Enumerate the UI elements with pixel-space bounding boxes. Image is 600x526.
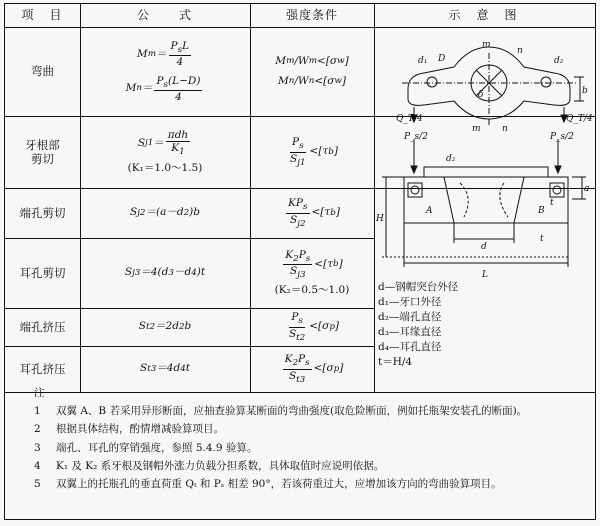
row-name-line: 剪切 — [31, 152, 54, 166]
legend-item: d—钢帽突台外径 — [378, 281, 459, 293]
row-name-bending: 弯曲 — [31, 64, 54, 79]
formula-line: S j1 ＝ $\frac{\text{πdh}}{K_1}$ — [137, 129, 189, 158]
diagram-label: L — [482, 270, 488, 280]
legend-item: d₁—牙口外径 — [378, 296, 442, 308]
formula-root-shear — [80, 116, 250, 188]
legend-item: d₃—耳缘直径 — [378, 326, 442, 338]
formula-line: S t3 ＝4d 4 t — [139, 362, 190, 375]
notes-title: 注 — [34, 387, 45, 399]
condition-line: M n / W n <[σ w ] — [277, 74, 347, 87]
diagram-label: d — [481, 242, 487, 252]
legend-item: t＝H/4 — [378, 356, 413, 368]
note-item: 1 双翼 A、B 若采用异形断面，应抽查验算某断面的弯曲强度(取危险断面，例如托瓶架安装孔的断面)。 — [34, 405, 528, 418]
row-name-ear-hole-bearing: 耳孔挤压 — [19, 361, 66, 376]
row-name-root-shear — [5, 116, 80, 188]
condition-line: $\frac{KP_s}{S_{j2}}$ <[τ b ] — [288, 197, 340, 229]
row-name-line: 牙根部 — [25, 137, 60, 152]
note-item: 3 端孔、耳孔的穿销强度，参照 5.4.9 验算。 — [34, 441, 258, 454]
diagram-label: m — [472, 124, 481, 134]
condition-line: $\frac{P_s}{S_{t2}}$ <[σ p ] — [288, 311, 340, 343]
row-name-end-hole-bearing: 端孔挤压 — [19, 319, 66, 334]
row-name-end-hole-shear: 端孔剪切 — [19, 205, 66, 220]
legend-item: d₂—端孔直径 — [378, 311, 442, 323]
condition-note: (K₂＝0.5～1.0) — [274, 284, 350, 297]
diagram-label: n — [502, 124, 508, 134]
diagram-label: δ — [478, 90, 484, 100]
diagram-label: n — [517, 46, 523, 56]
formula-end-hole-shear — [80, 188, 250, 238]
note-item: 4 K₁ 及 K₂ 系牙根及钢帽外涨力负载分担系数，具体取值时应说明依据。 — [34, 459, 385, 472]
formula-note: (K₁＝1.0～1.5) — [127, 161, 203, 174]
diagram-label: P_s/2 — [550, 132, 574, 142]
condition-line: $\frac{K_2P_s}{S_{t3}}$ <[σ p ] — [284, 353, 344, 385]
formula-bending — [80, 27, 250, 116]
diagram-label: t — [550, 198, 554, 208]
diagram-label: Q_T/4 — [396, 114, 423, 124]
diagram-label: a — [584, 184, 590, 194]
note-item: 2 根据具体结构，酌情增减验算项目。 — [34, 423, 224, 436]
diagram-label: P_s/2 — [404, 132, 428, 142]
formula-line: M m ＝ $\frac{P_sL}{4}$ — [136, 40, 190, 69]
header-strength: 强度条件 — [285, 8, 338, 22]
diagram-label: H — [376, 214, 384, 224]
row-name-ear-hole-shear: 耳孔剪切 — [19, 265, 66, 280]
diagram-label: b — [582, 86, 588, 96]
formula-end-hole-bearing — [80, 308, 250, 346]
diagram-label: m — [482, 40, 491, 50]
formula-ear-hole-shear — [80, 238, 250, 308]
diagram-label: D — [438, 54, 446, 64]
header-formula: 公 式 — [136, 8, 193, 22]
diagram-label: Q_T/4 — [566, 114, 593, 124]
diagram-label: d₂ — [554, 56, 564, 66]
note-item: 5 双翼上的托瓶孔的垂直荷重 Qₜ 和 Pₛ 相差 90°，若该荷重过大，应增加该方向的弯曲验算项目。 — [34, 478, 502, 491]
condition-line: $\frac{K_2P_s}{S_{j3}}$ <[τ b ] — [285, 248, 343, 281]
formula-line: M n ＝ $\frac{P_s(L-D)}{4}$ — [125, 74, 201, 103]
header-item: 项 目 — [21, 8, 64, 22]
condition-line: $\frac{P_s}{S_{j1}}$ <[τ b ] — [290, 136, 338, 168]
condition-line: M m / W m <[σ w ] — [275, 55, 349, 68]
cap-diagram — [374, 27, 594, 282]
diagram-label: A — [426, 206, 433, 216]
diagram-legend — [378, 280, 458, 370]
front-view-labels — [375, 132, 589, 280]
condition-bending — [250, 27, 374, 116]
diagram-label: d₂ — [446, 154, 456, 164]
diagram-label: t — [540, 234, 544, 244]
header-diagram: 示 意 图 — [448, 8, 519, 22]
diagram-label: B — [538, 206, 545, 216]
condition-root-shear — [250, 116, 374, 188]
formula-line: S t2 ＝2d 2 b — [138, 320, 192, 333]
condition-end-hole-shear — [250, 188, 374, 238]
condition-end-hole-bearing — [250, 308, 374, 346]
notes-section — [4, 384, 592, 493]
condition-ear-hole-shear — [250, 238, 374, 308]
formula-line: S j3 ＝4(d 3 －d 4 )t — [124, 266, 206, 279]
diagram-label: d₁ — [418, 56, 428, 66]
formula-line: S j2 ＝(a－d 2 )b — [130, 206, 200, 219]
legend-item: d₄—耳孔直径 — [378, 341, 442, 353]
